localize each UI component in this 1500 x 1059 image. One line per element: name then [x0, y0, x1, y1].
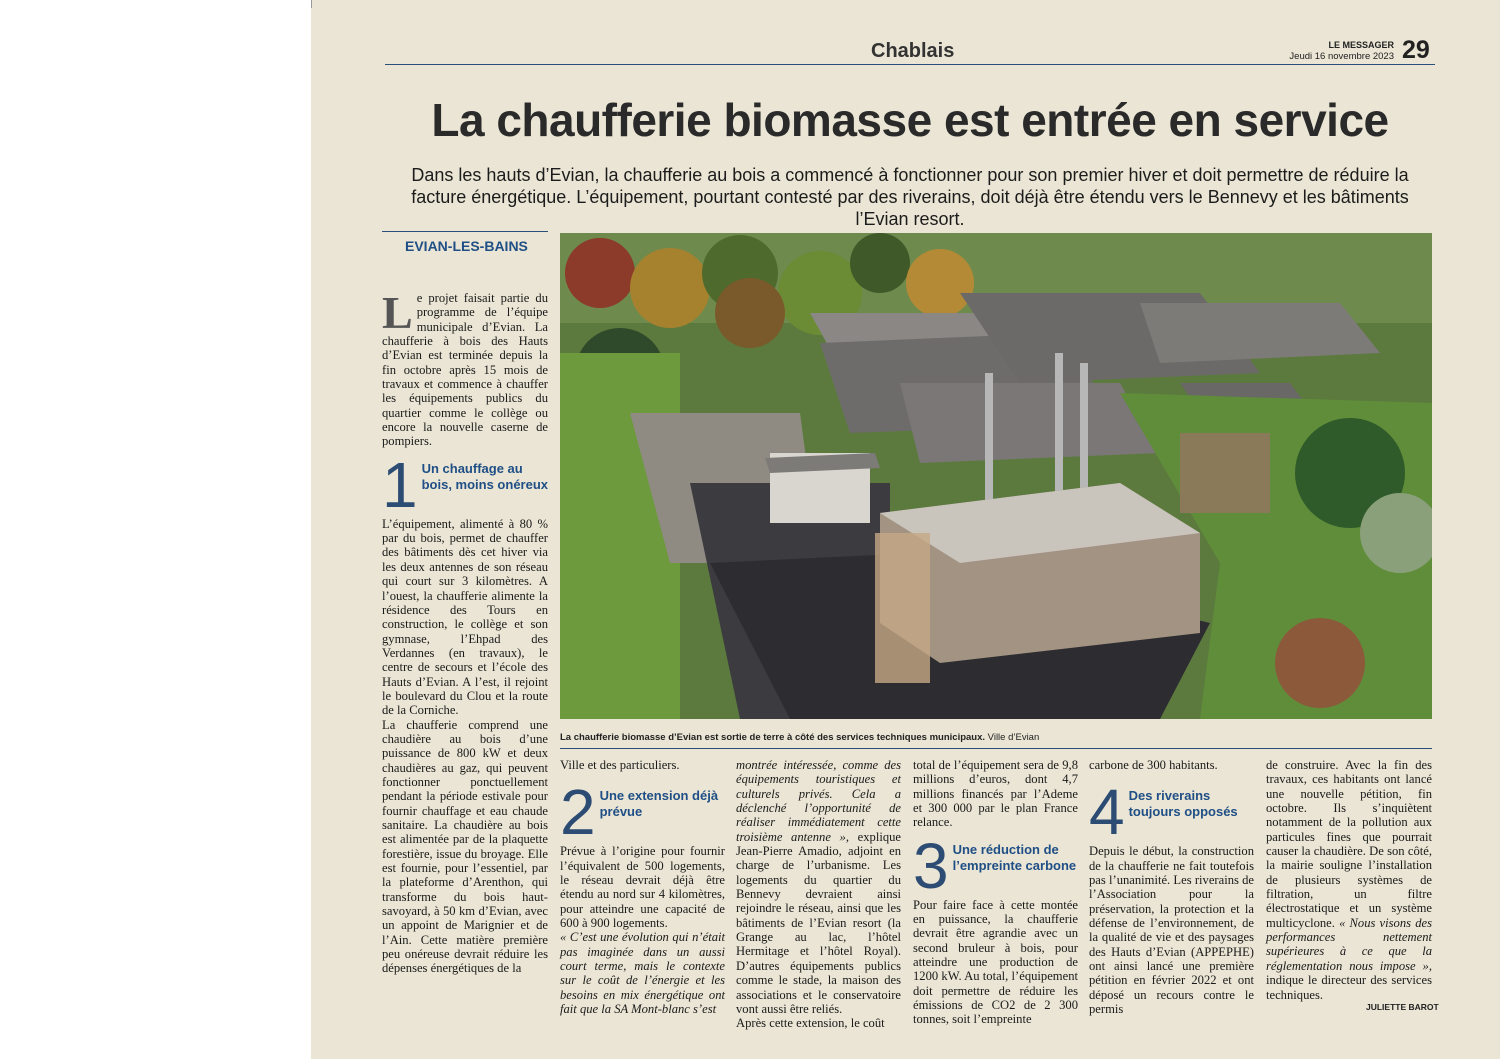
- body-text: indique le directeur des services techniques.: [1266, 973, 1432, 1002]
- photo-credit: Ville d’Evian: [987, 732, 1040, 743]
- body-paragraph: Après cette extension, le coût: [736, 1016, 885, 1031]
- column-5: [1089, 758, 1254, 1016]
- subheading-2: [560, 786, 725, 838]
- column-1: [382, 287, 548, 976]
- body-paragraph: carbone de 300 habitants.: [1089, 758, 1218, 772]
- quote-paragraph: « C’est une évolution qui n’était pas imaginée dans un aussi court terme, mais le contexte sur le coût de l’énergie et les besoins en mix énergétique ont fait que la SA Mont-blanc s’est: [560, 930, 725, 1017]
- location-rule: [382, 231, 548, 232]
- caption-text: La chaufferie biomasse d’Evian est sortie de terre à côté des services techniques municipaux.: [560, 732, 986, 743]
- photo-caption: [560, 732, 1440, 743]
- column-2: [560, 758, 725, 1016]
- body-paragraph: [736, 758, 901, 1016]
- body-paragraph: [1266, 758, 1432, 1002]
- body-paragraph: La chaufferie comprend une chaudière au bois d’une puissance de 800 kW et deux chaudières au gaz, qui peuvent fonctionner ponctuellement pendant la période estivale pour fournir chauffage et eau chaude sanitaire. La chaudière au bois est alimentée par de la plaquette forestière, issue du broyage. Elle est fournie, pour l’essentiel, par la plateforme d’Arenthon, qui transforme du bois haut-savoyard, à 50 km d’Evian, avec un appoint de Marignier et de l’Ain. Cette matière première peu onéreuse devrait réduire les dépenses énergétiques de la: [382, 717, 548, 976]
- body-text: explique Jean-Pierre Amadio, adjoint en charge de l’urbanisme. Les logements du quartier du Bennevy devraient ainsi rejoindre le réseau, ainsi que les bâtiments de l’Evian resort (la Grange au lac, l’hôtel Hermitage et l’hôtel Royal). D’autres équipements publics comme le stade, la maison des associations et le conservatoire vont aussi être reliés.: [736, 829, 902, 1016]
- caption-rule: [560, 748, 1432, 749]
- body-paragraph: L’équipement, alimenté à 80 % par du bois, permet de chauffer des bâtiments dès cet hiver via les deux antennes de son réseau qui court sur 3 kilomètres. A l’ouest, la chaufferie alimente la résidence des Tours en construction, le collège et son gymnase, l’Ehpad des Verdannes (en travaux), le centre de secours et l’école des Hauts d’Evian. A l’est, il rejoint le boulevard du Clou et la route de la Corniche.: [382, 516, 548, 718]
- subheading-3: [913, 840, 1078, 892]
- subheading-text: Un chauffage au bois, moins onéreux: [421, 460, 548, 492]
- column-3: [736, 758, 901, 1031]
- column-4: [913, 758, 1078, 1027]
- publication-date: Jeudi 16 novembre 2023: [1289, 51, 1394, 62]
- quote-text: montrée intéressée, comme des équipements touristiques et culturels privés. Cela a déclenché l’opportunité de réaliser immédiatement cette troisième antenne »,: [736, 758, 901, 844]
- drop-cap: L: [382, 287, 413, 338]
- standfirst: Dans les hauts d’Evian, la chaufferie au bois a commencé à fonctionner pour son premier hiver et doit permettre de réduire la facture énergétique. L’équipement, pourtant contesté par des riverains, doit déjà être étendu vers le Bennevy et les bâtiments l’Evian resort.: [411, 165, 1409, 229]
- section-title: Chablais: [871, 40, 955, 62]
- subheading-text: Des riverains toujours opposés: [1128, 788, 1238, 820]
- header-rule: [385, 64, 1435, 65]
- body-paragraph: Ville et des particuliers.: [560, 758, 680, 772]
- subheading-text: Une réduction de l’empreinte carbone: [952, 841, 1077, 873]
- location-label: EVIAN-LES-BAINS: [405, 238, 528, 254]
- intro-paragraph: [382, 287, 548, 449]
- subheading-4: [1089, 786, 1254, 838]
- body-text: de construire. Avec la fin des travaux, ces habitants ont lancé une nouvelle pétition, fin octobre. Ils s’inquiètent notamment de la pollution aux particules fines que pourrait causer la chaudière. De son côté, la mairie souligne l’installation de plusieurs systèmes de filtration, un filtre électrostatique et un système multicyclone.: [1266, 758, 1432, 930]
- column-6: [1266, 758, 1432, 1002]
- subheading-text: Une extension déjà prévue: [599, 788, 719, 820]
- subheading-number: 3: [913, 839, 949, 892]
- publication-block: [1282, 39, 1394, 63]
- author-byline: JULIETTE BAROT: [1366, 1002, 1439, 1012]
- publication-name: LE MESSAGER: [1328, 40, 1394, 50]
- subheading-number: 1: [382, 458, 418, 511]
- aerial-photo-illustration: [560, 233, 1432, 719]
- body-paragraph: Depuis le début, la construction de la chaufferie ne fait toutefois pas l’unanimité. Les riverains de l’Association pour la préservation, la protection et la défense de l’environnement, de la qualité de vie et des paysages des Hauts d’Evian (APPEPHE) ont ainsi lancé une première pétition en février 2022 et ont déposé un recours contre le permis: [1089, 844, 1254, 1017]
- subheading-number: 2: [560, 786, 596, 839]
- subheading-1: [382, 459, 548, 511]
- subheading-number: 4: [1089, 786, 1125, 839]
- body-paragraph: Prévue à l’origine pour fournir l’équivalent de 500 logements, le réseau devrait déjà être étendu au nord sur 4 kilomètres, pour atteindre une capacité de 600 à 900 logements.: [560, 844, 725, 931]
- article-photo: [560, 233, 1432, 719]
- headline: La chaufferie biomasse est entrée en service: [431, 94, 1389, 146]
- scan-mark: [311, 0, 312, 8]
- quote-text: « Nous visons des performances nettement supérieures à ce que la réglementation nous impose »,: [1266, 915, 1432, 973]
- page-number: 29: [1402, 36, 1430, 64]
- body-paragraph: total de l’équipement sera de 9,8 millions d’euros, dont 4,7 millions financés par l’Ademe et 300 000 par le plan France relance.: [913, 758, 1078, 830]
- body-paragraph: Pour faire face à cette montée en puissance, la chaufferie devrait être agrandie avec un second bruleur à bois, pour atteindre une production de 1200 kW. Au total, l’équipement doit permettre de réduire les émissions de CO2 de 2 300 tonnes, soit l’empreinte: [913, 897, 1078, 1027]
- intro-text: e projet faisait partie du programme de l’équipe municipale d’Evian. La chaufferie à bois des Hauts d’Evian est terminée depuis la fin octobre après 15 mois de travaux et commence à chauffer les équipements publics du quartier comme le collège ou encore la nouvelle caserne de pompiers.: [382, 291, 548, 449]
